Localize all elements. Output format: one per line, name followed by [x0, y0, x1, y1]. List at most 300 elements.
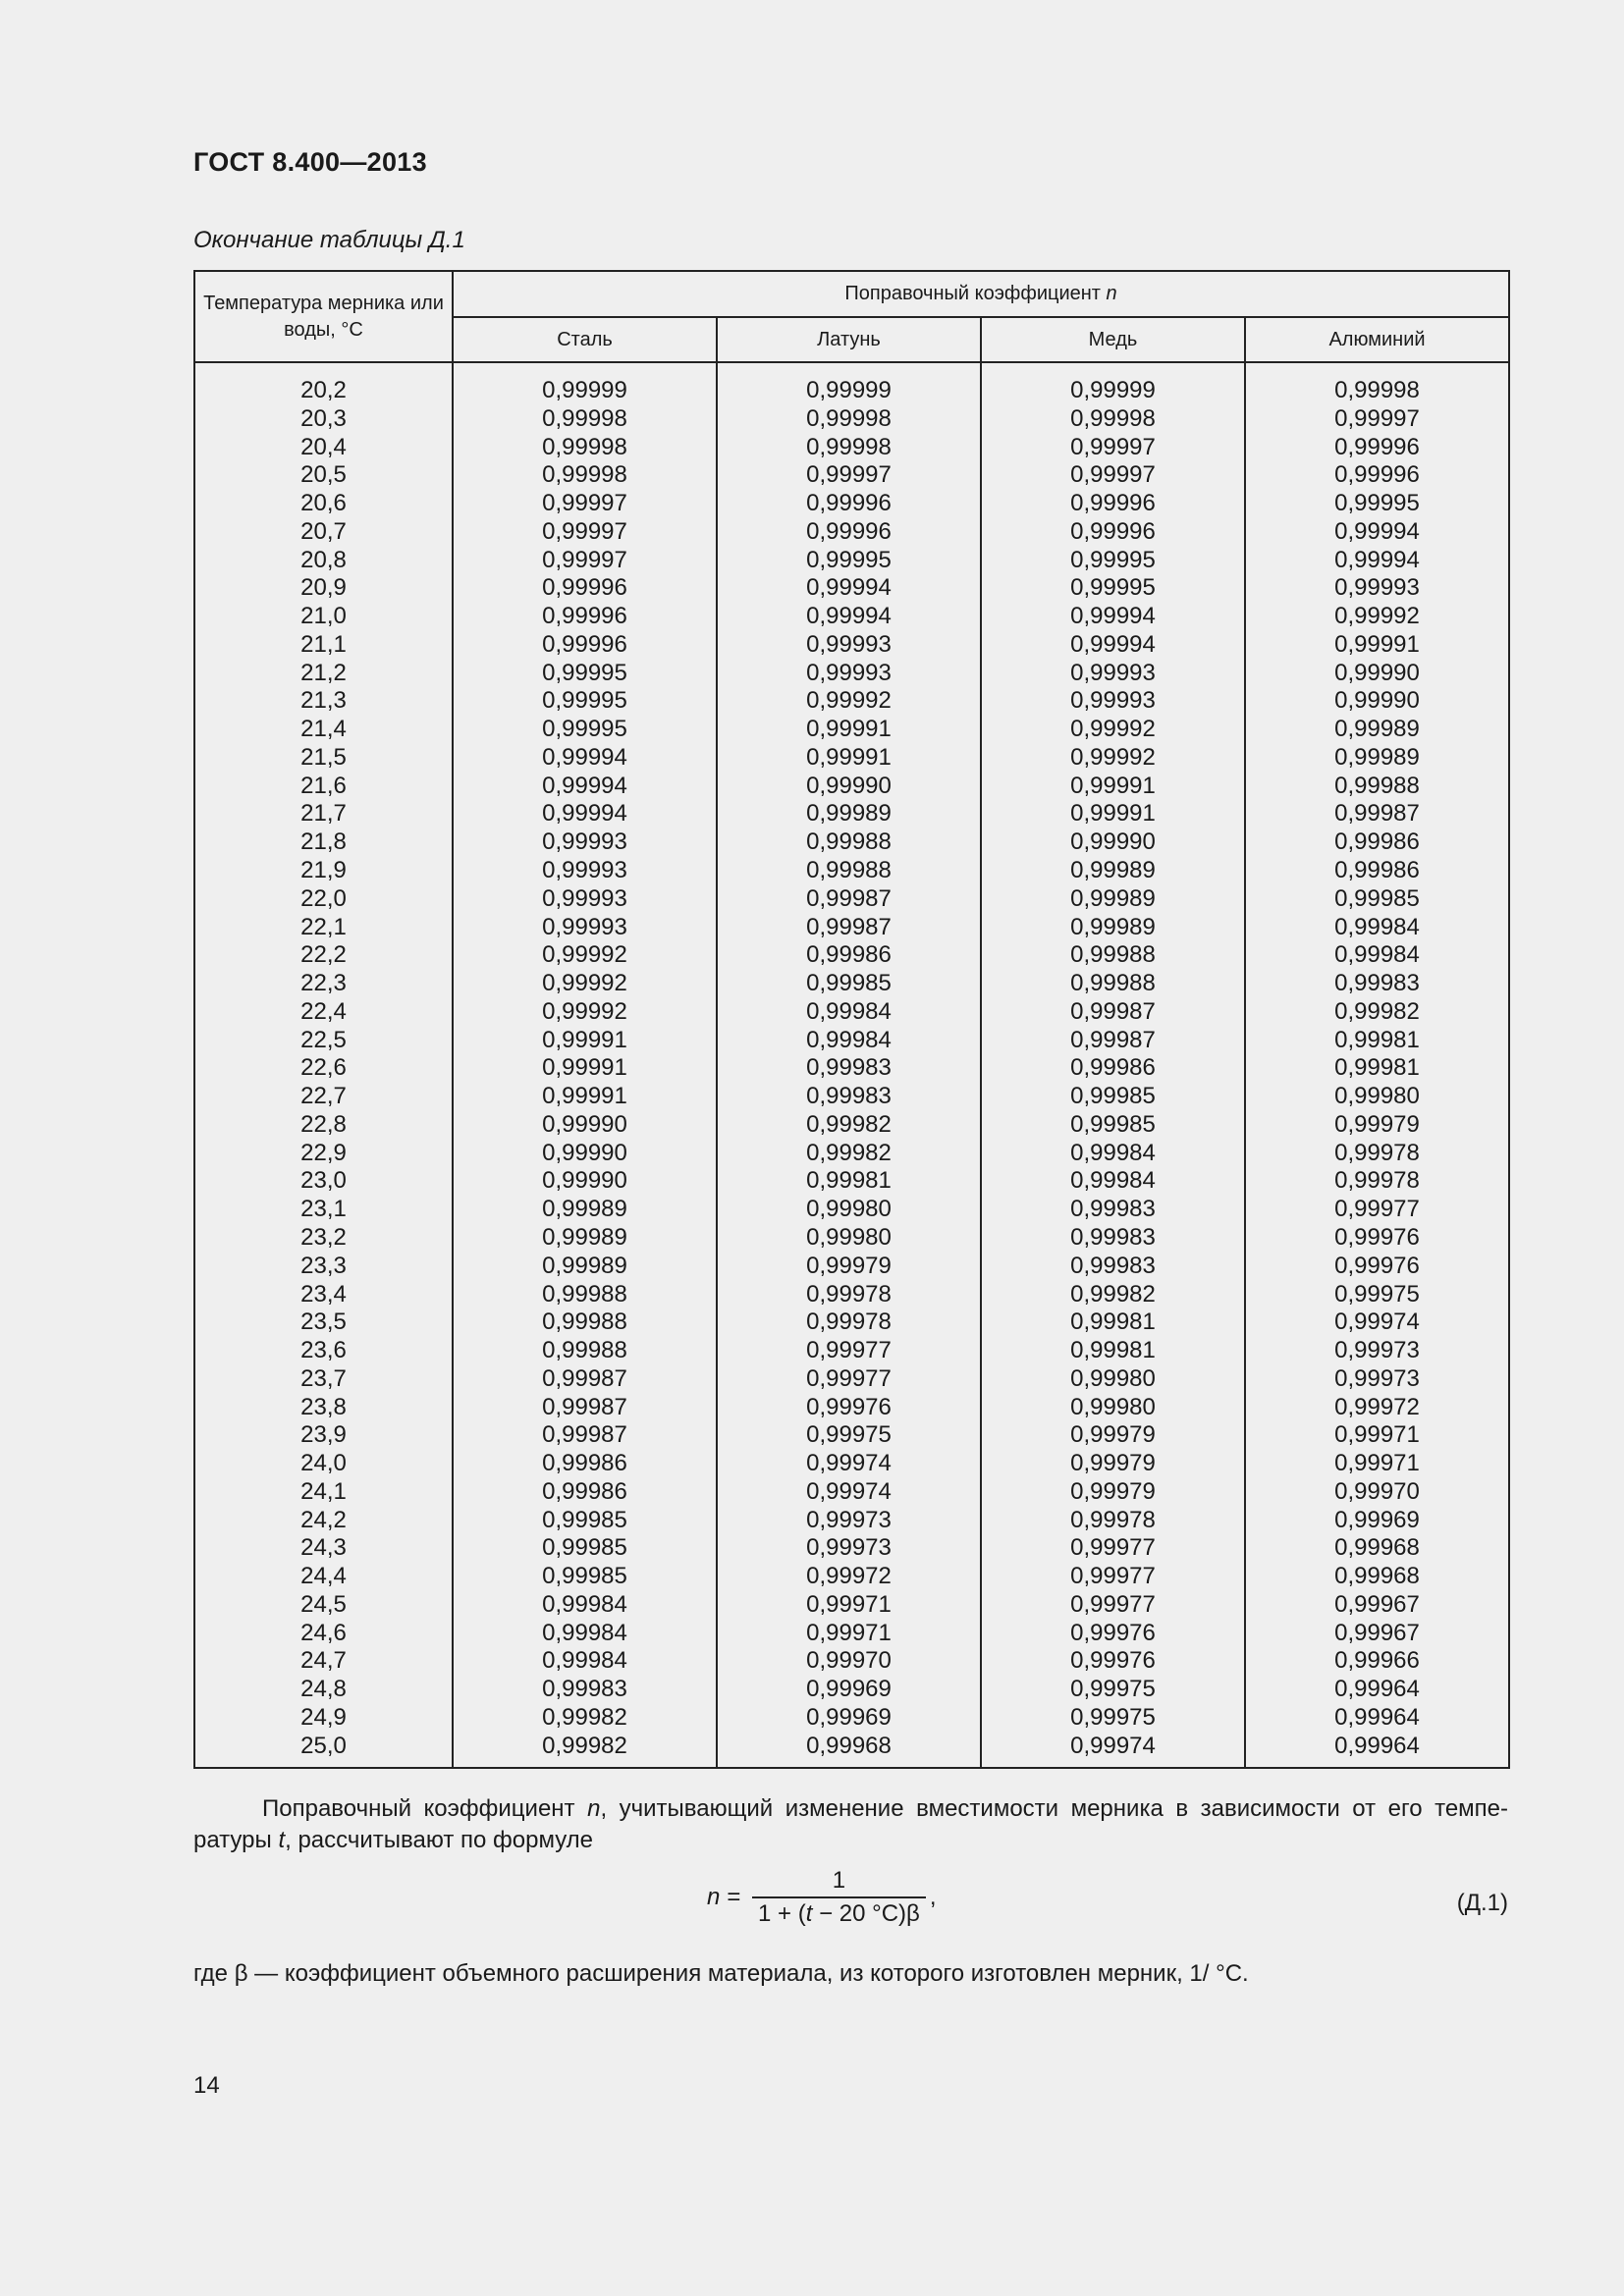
brass-cell: 0,99981: [717, 1167, 981, 1196]
steel-cell: 0,99989: [453, 1224, 717, 1253]
copper-cell: 0,99995: [981, 574, 1245, 603]
formula-description: [193, 1793, 1508, 1856]
table-row: [194, 941, 1509, 970]
steel-cell: 0,99984: [453, 1591, 717, 1620]
table-row: [194, 1620, 1509, 1648]
copper-cell: 0,99993: [981, 687, 1245, 716]
aluminium-cell: 0,99986: [1245, 857, 1509, 885]
aluminium-cell: 0,99975: [1245, 1281, 1509, 1309]
formula-den-t: t: [805, 1900, 813, 1927]
table-row: [194, 773, 1509, 801]
temperature-cell: 21,9: [194, 857, 453, 885]
brass-cell: 0,99994: [717, 574, 981, 603]
temperature-cell: 23,4: [194, 1281, 453, 1309]
table-row: [194, 1365, 1509, 1394]
aluminium-cell: 0,99973: [1245, 1365, 1509, 1394]
temperature-cell: 24,0: [194, 1450, 453, 1478]
table-row: [194, 1111, 1509, 1140]
aluminium-cell: 0,99981: [1245, 1054, 1509, 1083]
brass-cell: 0,99977: [717, 1337, 981, 1365]
aluminium-cell: 0,99987: [1245, 800, 1509, 828]
aluminium-cell: 0,99968: [1245, 1534, 1509, 1563]
copper-cell: 0,99979: [981, 1450, 1245, 1478]
temperature-cell: 20,4: [194, 434, 453, 462]
correction-factor-header: [453, 271, 1509, 317]
formula-fraction: [752, 1867, 926, 1928]
table-row: [194, 434, 1509, 462]
para-text-3: , рассчитывают по формуле: [285, 1827, 594, 1853]
aluminium-cell: 0,99986: [1245, 828, 1509, 857]
table-row: [194, 1421, 1509, 1450]
aluminium-cell: 0,99977: [1245, 1196, 1509, 1224]
brass-cell: 0,99984: [717, 1027, 981, 1055]
aluminium-cell: 0,99972: [1245, 1394, 1509, 1422]
temperature-cell: 21,6: [194, 773, 453, 801]
copper-cell: 0,99988: [981, 970, 1245, 998]
temperature-cell: 24,8: [194, 1676, 453, 1704]
table-row: [194, 368, 1509, 405]
copper-cell: 0,99991: [981, 800, 1245, 828]
aluminium-cell: 0,99994: [1245, 518, 1509, 547]
beta-definition: где β — коэффициент объемного расширения материала, из которого изготовлен мерник, 1/ °С.: [193, 1960, 1249, 1987]
steel-cell: 0,99989: [453, 1253, 717, 1281]
brass-cell: 0,99983: [717, 1083, 981, 1111]
steel-cell: 0,99986: [453, 1450, 717, 1478]
steel-cell: 0,99999: [453, 368, 717, 405]
temperature-cell: 23,0: [194, 1167, 453, 1196]
copper-cell: 0,99996: [981, 490, 1245, 518]
copper-cell: 0,99989: [981, 885, 1245, 914]
steel-cell: 0,99990: [453, 1140, 717, 1168]
aluminium-cell: 0,99964: [1245, 1733, 1509, 1768]
aluminium-cell: 0,99966: [1245, 1647, 1509, 1676]
temperature-cell: 22,0: [194, 885, 453, 914]
copper-cell: 0,99999: [981, 368, 1245, 405]
copper-cell: 0,99976: [981, 1620, 1245, 1648]
steel-cell: 0,99991: [453, 1054, 717, 1083]
temperature-cell: 20,8: [194, 547, 453, 575]
brass-cell: 0,99983: [717, 1054, 981, 1083]
temperature-cell: 22,7: [194, 1083, 453, 1111]
temperature-cell: 22,8: [194, 1111, 453, 1140]
brass-cell: 0,99992: [717, 687, 981, 716]
copper-cell: 0,99997: [981, 434, 1245, 462]
steel-cell: 0,99992: [453, 998, 717, 1027]
steel-cell: 0,99988: [453, 1337, 717, 1365]
copper-cell: 0,99990: [981, 828, 1245, 857]
brass-cell: 0,99987: [717, 885, 981, 914]
table-row: [194, 1563, 1509, 1591]
table-row: [194, 716, 1509, 744]
para-var-t: t: [278, 1827, 286, 1853]
table-caption: Окончание таблицы Д.1: [193, 227, 465, 253]
copper-cell: 0,99989: [981, 857, 1245, 885]
temperature-cell: 20,2: [194, 368, 453, 405]
formula-numerator: 1: [832, 1867, 846, 1894]
brass-cell: 0,99998: [717, 405, 981, 434]
brass-cell: 0,99977: [717, 1365, 981, 1394]
copper-cell: 0,99977: [981, 1591, 1245, 1620]
temperature-cell: 24,6: [194, 1620, 453, 1648]
temperature-cell: 22,2: [194, 941, 453, 970]
column-header-copper: Медь: [981, 317, 1245, 362]
table-row: [194, 660, 1509, 688]
aluminium-cell: 0,99970: [1245, 1478, 1509, 1507]
aluminium-cell: 0,99976: [1245, 1224, 1509, 1253]
aluminium-cell: 0,99994: [1245, 547, 1509, 575]
formula-lhs: n =: [707, 1884, 741, 1910]
temperature-cell: 21,2: [194, 660, 453, 688]
aluminium-cell: 0,99973: [1245, 1337, 1509, 1365]
aluminium-cell: 0,99971: [1245, 1421, 1509, 1450]
table-row: [194, 1140, 1509, 1168]
copper-cell: 0,99981: [981, 1308, 1245, 1337]
correction-factor-label: Поправочный коэффициент: [844, 283, 1107, 304]
formula-tail: ,: [929, 1884, 937, 1910]
table-row: [194, 1054, 1509, 1083]
table-row: [194, 1027, 1509, 1055]
steel-cell: 0,99986: [453, 1478, 717, 1507]
table-row: [194, 970, 1509, 998]
table-row: [194, 1196, 1509, 1224]
copper-cell: 0,99989: [981, 914, 1245, 942]
temperature-cell: 24,2: [194, 1507, 453, 1535]
steel-cell: 0,99982: [453, 1704, 717, 1733]
brass-cell: 0,99971: [717, 1620, 981, 1648]
table-row: [194, 800, 1509, 828]
temperature-cell: 20,5: [194, 461, 453, 490]
temperature-cell: 22,1: [194, 914, 453, 942]
table-row: [194, 1253, 1509, 1281]
aluminium-cell: 0,99978: [1245, 1167, 1509, 1196]
copper-cell: 0,99997: [981, 461, 1245, 490]
copper-cell: 0,99981: [981, 1337, 1245, 1365]
brass-cell: 0,99985: [717, 970, 981, 998]
steel-cell: 0,99984: [453, 1620, 717, 1648]
aluminium-cell: 0,99969: [1245, 1507, 1509, 1535]
brass-cell: 0,99995: [717, 547, 981, 575]
copper-cell: 0,99979: [981, 1421, 1245, 1450]
steel-cell: 0,99995: [453, 687, 717, 716]
temperature-cell: 24,7: [194, 1647, 453, 1676]
aluminium-cell: 0,99967: [1245, 1620, 1509, 1648]
copper-cell: 0,99985: [981, 1083, 1245, 1111]
table-row: [194, 1704, 1509, 1733]
brass-cell: 0,99974: [717, 1450, 981, 1478]
steel-cell: 0,99996: [453, 631, 717, 660]
brass-cell: 0,99999: [717, 368, 981, 405]
steel-cell: 0,99985: [453, 1563, 717, 1591]
copper-cell: 0,99980: [981, 1365, 1245, 1394]
column-header-brass: Латунь: [717, 317, 981, 362]
table-row: [194, 687, 1509, 716]
table-body: [194, 368, 1509, 1768]
table-row: [194, 461, 1509, 490]
aluminium-cell: 0,99995: [1245, 490, 1509, 518]
temperature-cell: 21,7: [194, 800, 453, 828]
column-header-steel: Сталь: [453, 317, 717, 362]
steel-cell: 0,99990: [453, 1167, 717, 1196]
table-row: [194, 603, 1509, 631]
aluminium-cell: 0,99983: [1245, 970, 1509, 998]
brass-cell: 0,99982: [717, 1111, 981, 1140]
aluminium-cell: 0,99978: [1245, 1140, 1509, 1168]
copper-cell: 0,99984: [981, 1167, 1245, 1196]
steel-cell: 0,99991: [453, 1083, 717, 1111]
temperature-cell: 22,3: [194, 970, 453, 998]
aluminium-cell: 0,99990: [1245, 687, 1509, 716]
steel-cell: 0,99997: [453, 547, 717, 575]
temperature-cell: 22,6: [194, 1054, 453, 1083]
table-row: [194, 998, 1509, 1027]
aluminium-cell: 0,99997: [1245, 405, 1509, 434]
aluminium-cell: 0,99988: [1245, 773, 1509, 801]
table-row: [194, 547, 1509, 575]
table-row: [194, 1224, 1509, 1253]
brass-cell: 0,99975: [717, 1421, 981, 1450]
aluminium-cell: 0,99990: [1245, 660, 1509, 688]
page-number: 14: [193, 2072, 220, 2099]
copper-cell: 0,99992: [981, 744, 1245, 773]
aluminium-cell: 0,99976: [1245, 1253, 1509, 1281]
temperature-cell: 24,9: [194, 1704, 453, 1733]
table-row: [194, 1450, 1509, 1478]
temperature-cell: 21,8: [194, 828, 453, 857]
temperature-cell: 23,7: [194, 1365, 453, 1394]
temperature-cell: 22,5: [194, 1027, 453, 1055]
brass-cell: 0,99998: [717, 434, 981, 462]
steel-cell: 0,99989: [453, 1196, 717, 1224]
copper-cell: 0,99987: [981, 1027, 1245, 1055]
table-row: [194, 1534, 1509, 1563]
table-row: [194, 1591, 1509, 1620]
copper-cell: 0,99979: [981, 1478, 1245, 1507]
temperature-cell: 20,7: [194, 518, 453, 547]
copper-cell: 0,99994: [981, 631, 1245, 660]
steel-cell: 0,99996: [453, 574, 717, 603]
brass-cell: 0,99971: [717, 1591, 981, 1620]
aluminium-cell: 0,99980: [1245, 1083, 1509, 1111]
steel-cell: 0,99992: [453, 941, 717, 970]
temperature-cell: 22,4: [194, 998, 453, 1027]
brass-cell: 0,99988: [717, 857, 981, 885]
copper-cell: 0,99975: [981, 1704, 1245, 1733]
brass-cell: 0,99969: [717, 1704, 981, 1733]
temperature-cell: 21,0: [194, 603, 453, 631]
copper-cell: 0,99987: [981, 998, 1245, 1027]
table-row: [194, 518, 1509, 547]
aluminium-cell: 0,99981: [1245, 1027, 1509, 1055]
temperature-cell: 21,5: [194, 744, 453, 773]
brass-cell: 0,99978: [717, 1281, 981, 1309]
copper-cell: 0,99986: [981, 1054, 1245, 1083]
aluminium-cell: 0,99971: [1245, 1450, 1509, 1478]
steel-cell: 0,99985: [453, 1534, 717, 1563]
table-row: [194, 631, 1509, 660]
table-row: [194, 1733, 1509, 1768]
column-header-aluminium: Алюминий: [1245, 317, 1509, 362]
temperature-cell: 23,1: [194, 1196, 453, 1224]
steel-cell: 0,99996: [453, 603, 717, 631]
steel-cell: 0,99988: [453, 1308, 717, 1337]
aluminium-cell: 0,99996: [1245, 461, 1509, 490]
table-row: [194, 1478, 1509, 1507]
copper-cell: 0,99982: [981, 1281, 1245, 1309]
table-row: [194, 1167, 1509, 1196]
brass-cell: 0,99993: [717, 631, 981, 660]
copper-cell: 0,99976: [981, 1647, 1245, 1676]
table-row: [194, 1394, 1509, 1422]
temperature-cell: 23,3: [194, 1253, 453, 1281]
steel-cell: 0,99994: [453, 744, 717, 773]
table-row: [194, 1647, 1509, 1676]
temperature-cell: 23,8: [194, 1394, 453, 1422]
brass-cell: 0,99969: [717, 1676, 981, 1704]
copper-cell: 0,99980: [981, 1394, 1245, 1422]
steel-cell: 0,99982: [453, 1733, 717, 1768]
copper-cell: 0,99994: [981, 603, 1245, 631]
copper-cell: 0,99983: [981, 1224, 1245, 1253]
temperature-column-header: Температура мерника или воды, °С: [194, 271, 453, 362]
brass-cell: 0,99984: [717, 998, 981, 1027]
aluminium-cell: 0,99974: [1245, 1308, 1509, 1337]
aluminium-cell: 0,99993: [1245, 574, 1509, 603]
steel-cell: 0,99983: [453, 1676, 717, 1704]
steel-cell: 0,99998: [453, 461, 717, 490]
brass-cell: 0,99991: [717, 744, 981, 773]
para-text-1: Поправочный коэффициент: [262, 1795, 588, 1822]
brass-cell: 0,99982: [717, 1140, 981, 1168]
steel-cell: 0,99993: [453, 885, 717, 914]
formula-den-a: 1 + (: [758, 1900, 806, 1927]
temperature-cell: 24,1: [194, 1478, 453, 1507]
temperature-cell: 24,5: [194, 1591, 453, 1620]
brass-cell: 0,99974: [717, 1478, 981, 1507]
temperature-cell: 20,6: [194, 490, 453, 518]
temperature-cell: 21,1: [194, 631, 453, 660]
formula-number: (Д.1): [1456, 1890, 1508, 1916]
table-row: [194, 574, 1509, 603]
copper-cell: 0,99984: [981, 1140, 1245, 1168]
steel-cell: 0,99997: [453, 518, 717, 547]
temperature-cell: 22,9: [194, 1140, 453, 1168]
temperature-cell: 25,0: [194, 1733, 453, 1768]
copper-cell: 0,99983: [981, 1196, 1245, 1224]
correction-factor-var: n: [1106, 283, 1117, 304]
brass-cell: 0,99973: [717, 1534, 981, 1563]
temperature-cell: 23,9: [194, 1421, 453, 1450]
steel-cell: 0,99997: [453, 490, 717, 518]
aluminium-cell: 0,99989: [1245, 744, 1509, 773]
formula-d1: [707, 1867, 937, 1928]
copper-cell: 0,99992: [981, 716, 1245, 744]
aluminium-cell: 0,99979: [1245, 1111, 1509, 1140]
steel-cell: 0,99993: [453, 828, 717, 857]
steel-cell: 0,99994: [453, 800, 717, 828]
table-row: [194, 405, 1509, 434]
temperature-cell: 23,5: [194, 1308, 453, 1337]
copper-cell: 0,99977: [981, 1563, 1245, 1591]
steel-cell: 0,99987: [453, 1421, 717, 1450]
table-row: [194, 1337, 1509, 1365]
temperature-cell: 24,3: [194, 1534, 453, 1563]
copper-cell: 0,99993: [981, 660, 1245, 688]
steel-cell: 0,99993: [453, 914, 717, 942]
temperature-cell: 23,2: [194, 1224, 453, 1253]
document-header: ГОСТ 8.400—2013: [193, 147, 427, 177]
temperature-cell: 23,6: [194, 1337, 453, 1365]
brass-cell: 0,99988: [717, 828, 981, 857]
copper-cell: 0,99996: [981, 518, 1245, 547]
brass-cell: 0,99980: [717, 1196, 981, 1224]
copper-cell: 0,99985: [981, 1111, 1245, 1140]
temperature-cell: 21,4: [194, 716, 453, 744]
table-row: [194, 914, 1509, 942]
aluminium-cell: 0,99984: [1245, 914, 1509, 942]
brass-cell: 0,99996: [717, 518, 981, 547]
temperature-cell: 20,9: [194, 574, 453, 603]
brass-cell: 0,99990: [717, 773, 981, 801]
aluminium-cell: 0,99991: [1245, 631, 1509, 660]
para-text-2: , учитывающий изменение вместимости мерника в зависимости от его темпе-ратуры: [193, 1795, 1508, 1853]
brass-cell: 0,99986: [717, 941, 981, 970]
steel-cell: 0,99998: [453, 434, 717, 462]
aluminium-cell: 0,99964: [1245, 1704, 1509, 1733]
table-row: [194, 828, 1509, 857]
aluminium-cell: 0,99989: [1245, 716, 1509, 744]
temperature-cell: 21,3: [194, 687, 453, 716]
table-row: [194, 857, 1509, 885]
copper-cell: 0,99991: [981, 773, 1245, 801]
aluminium-cell: 0,99984: [1245, 941, 1509, 970]
brass-cell: 0,99993: [717, 660, 981, 688]
brass-cell: 0,99991: [717, 716, 981, 744]
brass-cell: 0,99970: [717, 1647, 981, 1676]
temperature-cell: 24,4: [194, 1563, 453, 1591]
steel-cell: 0,99995: [453, 716, 717, 744]
brass-cell: 0,99976: [717, 1394, 981, 1422]
copper-cell: 0,99983: [981, 1253, 1245, 1281]
brass-cell: 0,99989: [717, 800, 981, 828]
aluminium-cell: 0,99985: [1245, 885, 1509, 914]
aluminium-cell: 0,99992: [1245, 603, 1509, 631]
steel-cell: 0,99994: [453, 773, 717, 801]
aluminium-cell: 0,99967: [1245, 1591, 1509, 1620]
copper-cell: 0,99988: [981, 941, 1245, 970]
steel-cell: 0,99995: [453, 660, 717, 688]
aluminium-cell: 0,99964: [1245, 1676, 1509, 1704]
copper-cell: 0,99974: [981, 1733, 1245, 1768]
steel-cell: 0,99987: [453, 1394, 717, 1422]
brass-cell: 0,99973: [717, 1507, 981, 1535]
table-row: [194, 490, 1509, 518]
brass-cell: 0,99994: [717, 603, 981, 631]
table-row: [194, 1281, 1509, 1309]
aluminium-cell: 0,99998: [1245, 368, 1509, 405]
steel-cell: 0,99990: [453, 1111, 717, 1140]
steel-cell: 0,99988: [453, 1281, 717, 1309]
table-row: [194, 1083, 1509, 1111]
para-var-n: n: [587, 1795, 601, 1822]
steel-cell: 0,99998: [453, 405, 717, 434]
copper-cell: 0,99995: [981, 547, 1245, 575]
copper-cell: 0,99978: [981, 1507, 1245, 1535]
brass-cell: 0,99997: [717, 461, 981, 490]
steel-cell: 0,99992: [453, 970, 717, 998]
brass-cell: 0,99978: [717, 1308, 981, 1337]
brass-cell: 0,99980: [717, 1224, 981, 1253]
brass-cell: 0,99972: [717, 1563, 981, 1591]
